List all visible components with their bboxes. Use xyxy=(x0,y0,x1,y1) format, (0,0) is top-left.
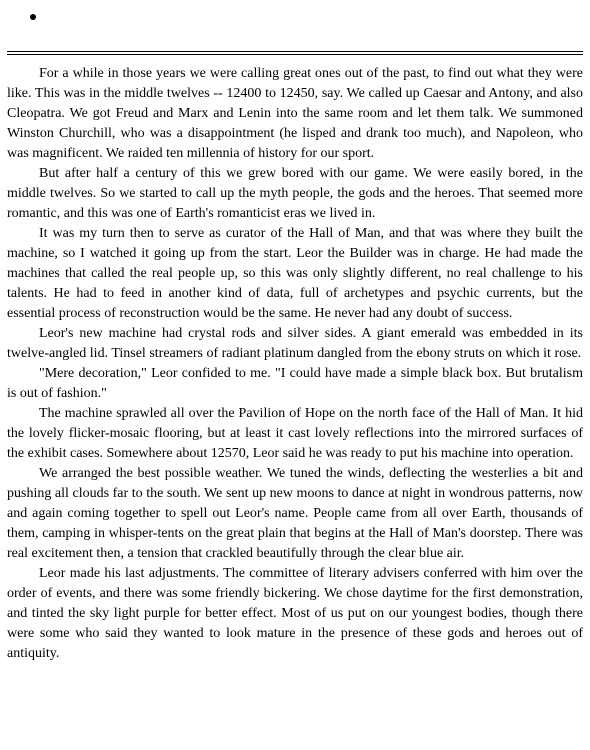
paragraph: But after half a century of this we grew bored with our game. We were easily bored, in the middle twelves. So we started to call up the myth people, the gods and the heroes. That seemed more romantic, and this was one of Earth's romanticist eras we lived in. xyxy=(7,166,583,221)
paragraph: Leor's new machine had crystal rods and silver sides. A giant emerald was embedded in its twelve-angled lid. Tinsel streamers of radiant platinum dangled from the ebony struts on which it rose. xyxy=(7,326,583,361)
story-text xyxy=(7,64,583,664)
horizontal-rule xyxy=(7,51,583,55)
paragraph: It was my turn then to serve as curator of the Hall of Man, and that was where they built the machine, so I watched it going up from the start. Leor the Builder was in charge. He had made the machines that called the real people up, so this was only slightly different, no real challenge to his talents. He had to feed in another kind of data, full of archetypes and psychic currents, but the essential process of reconstruction would be the same. He never had any doubt of success. xyxy=(7,226,583,321)
paragraph: We arranged the best possible weather. We tuned the winds, deflecting the westerlies a bit and pushing all clouds far to the south. We sent up new moons to dance at night in wondrous patterns, now and again coming together to spell out Leor's name. People came from all over Earth, thousands of them, camping in whisper-tents on the great plain that begins at the Hall of Man's doorstep. There was real excitement then, a tension that crackled beautifully through the clear blue air. xyxy=(7,466,583,561)
bullet-list xyxy=(30,14,36,20)
bullet-item xyxy=(30,14,36,20)
bullet-dot-icon xyxy=(30,14,36,20)
paragraph: The machine sprawled all over the Pavilion of Hope on the north face of the Hall of Man. It hid the lovely flicker-mosaic flooring, but at least it cast lovely reflections into the mirrored surfaces of the exhibit cases. Somewhere about 12570, Leor said he was ready to put his machine into operation. xyxy=(7,406,583,461)
paragraph: Leor made his last adjustments. The committee of literary advisers conferred with him over the order of events, and there was some friendly bickering. We chose daytime for the first demonstration, and tinted the sky light purple for better effect. Most of us put on our youngest bodies, though there were some who said they wanted to look mature in the presence of these gods and heroes out of antiquity. xyxy=(7,566,583,661)
paragraph: For a while in those years we were calling great ones out of the past, to find out what they were like. This was in the middle twelves -- 12400 to 12450, say. We called up Caesar and Antony, and also Cleopatra. We got Freud and Marx and Lenin into the same room and let them talk. We summoned Winston Churchill, who was a disappointment (he lisped and drank too much), and Napoleon, who was magnificent. We raided ten millennia of history for our sport. xyxy=(7,66,583,161)
paragraph: "Mere decoration," Leor confided to me. "I could have made a simple black box. But brutalism is out of fashion." xyxy=(7,366,583,401)
